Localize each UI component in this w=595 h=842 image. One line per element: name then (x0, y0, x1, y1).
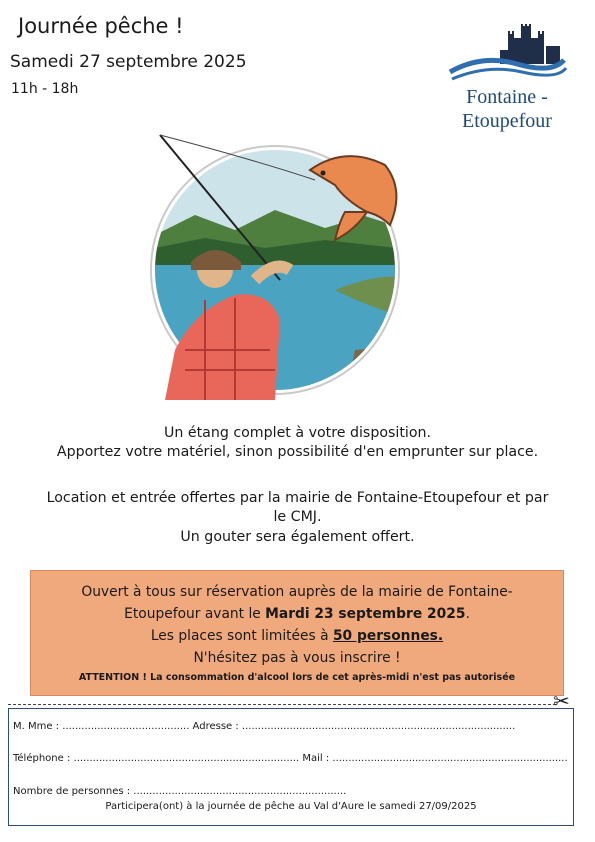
people-count-field[interactable]: Nombre de personnes : ................................................................... (13, 786, 347, 797)
alcohol-warning: ATTENTION ! La consommation d'alcool lors de cet après-midi n'est pas autorisée (78, 672, 516, 683)
name-address-field[interactable]: M. Mme : ........................................ Adresse : ...................................................................................... (13, 721, 516, 732)
reservation-line-3-text: Les places sont limitées à (150, 628, 333, 644)
reservation-line-4: N'hésitez pas à vous inscrire ! (193, 650, 401, 666)
page-title: Journée pêche ! (18, 14, 184, 38)
town-logo (442, 24, 572, 142)
event-hours: 11h - 18h (11, 81, 79, 97)
scissors-icon: ✂ (553, 689, 570, 713)
reservation-box (30, 570, 564, 696)
event-date: Samedi 27 septembre 2025 (10, 52, 247, 72)
cut-line (8, 704, 556, 705)
deadline-date: Mardi 23 septembre 2025 (265, 606, 466, 622)
logo-line-1: Fontaine - (466, 86, 548, 108)
registration-form (8, 708, 574, 826)
form-footer: Participera(ont) à la journée de pêche au Val d'Aure le samedi 27/09/2025 (105, 801, 477, 812)
intro-line-1: Un étang complet à votre disposition. (163, 425, 432, 441)
reservation-line-2-text: Etoupefour avant le (124, 606, 266, 622)
reservation-line-2-end: . (465, 606, 470, 622)
reservation-line-2 (31, 603, 563, 625)
reservation-line-1: Ouvert à tous sur réservation auprès de la mairie de Fontaine- (81, 584, 513, 600)
offer-line-3: Un gouter sera également offert. (180, 529, 415, 545)
intro-line-2: Apportez votre matériel, sinon possibilité d'en emprunter sur place. (56, 444, 539, 460)
offer-line-2: le CMJ. (273, 509, 322, 525)
places-limit: 50 personnes. (332, 628, 444, 644)
offer-line-1: Location et entrée offertes par la mairie de Fontaine-Etoupefour et par (46, 490, 549, 506)
logo-line-2: Etoupefour (462, 110, 552, 132)
castle-waves-icon (442, 24, 572, 86)
fishing-illustration (105, 120, 443, 400)
phone-mail-field[interactable]: Téléphone : ....................................................................... Mail : .......................................................................... (13, 753, 568, 764)
reservation-line-3 (31, 625, 563, 647)
